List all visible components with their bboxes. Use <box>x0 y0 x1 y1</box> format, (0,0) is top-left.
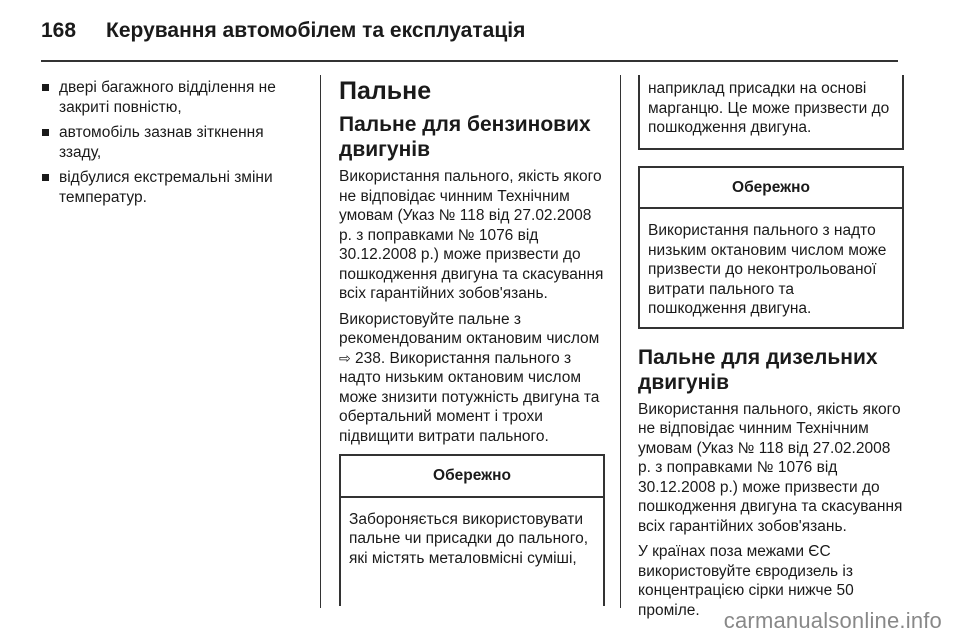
page-reference-icon: ⇨ <box>339 349 351 366</box>
paragraph: Використання пального, якість якого не відповідає чинним Технічним умовам (Указ № 118 від 27.02.2008 р. з поправками № 1076 від 30.12.2008 р.) може призвести до пошкодження двигуна та скасування всіх гарантійних зобов'язань. <box>339 168 604 302</box>
list-item: автомобіль зазнав зіткнення ззаду, <box>41 123 293 162</box>
caution-text: Використання пального з надто низьким октановим числом може призвести до неконтрольованої витрати пального та пошкодження двигуна. <box>648 222 887 317</box>
page-reference-link[interactable]: 238 <box>355 349 381 367</box>
list-item: відбулися екстремальні зміни температур. <box>41 168 293 207</box>
caution-title: Обережно <box>640 168 902 210</box>
bullet-list <box>41 78 293 207</box>
column-3 <box>638 75 904 626</box>
caution-title: Обережно <box>341 456 603 498</box>
subsection-heading-petrol: Пальне для бензинових двигунів <box>339 113 591 161</box>
column-1 <box>41 78 293 213</box>
caution-box-2 <box>638 166 904 329</box>
caution-box-continued: наприклад присадки на основі марганцю. Це може призвести до пошкодження двигуна. <box>638 75 904 150</box>
column-divider-2 <box>620 75 621 608</box>
paragraph: Використання пального, якість якого не відповідає чинним Технічним умовам (Указ № 118 від 27.02.2008 р. з поправками № 1076 від 30.12.2008 р.) може призвести до пошкодження двигуна та скасування всіх гарантійних зобов'язань. <box>638 400 903 535</box>
page-header <box>41 14 525 48</box>
chapter-title: Керування автомобілем та експлуатація <box>106 19 526 42</box>
subsection-heading-diesel: Пальне для дизельних двигунів <box>638 345 878 394</box>
watermark: carmanualsonline.info <box>723 608 942 633</box>
section-heading-fuel: Пальне <box>339 77 432 105</box>
column-divider-1 <box>320 75 321 608</box>
paragraph-octane: Використовуйте пальне з рекомендованим октановим числом ⇨ 238. Використання пального з надто низьким октановим числом може знизити потужність двигуна та обертальний момент і трохи підвищити витрати пального. <box>339 310 600 445</box>
caution-box <box>339 454 605 606</box>
caution-text: Забороняється використовувати пальне чи присадки до пального, які містять металовмісні суміші, <box>349 510 589 567</box>
column-2 <box>339 75 605 606</box>
paragraph: У країнах поза межами ЄС використовуйте євродизель із концентрацією сірки нижче 50 проміле. <box>638 543 854 619</box>
header-divider <box>41 60 898 62</box>
page-number: 168 <box>41 19 77 42</box>
list-item: двері багажного відділення не закриті повністю, <box>41 78 293 117</box>
